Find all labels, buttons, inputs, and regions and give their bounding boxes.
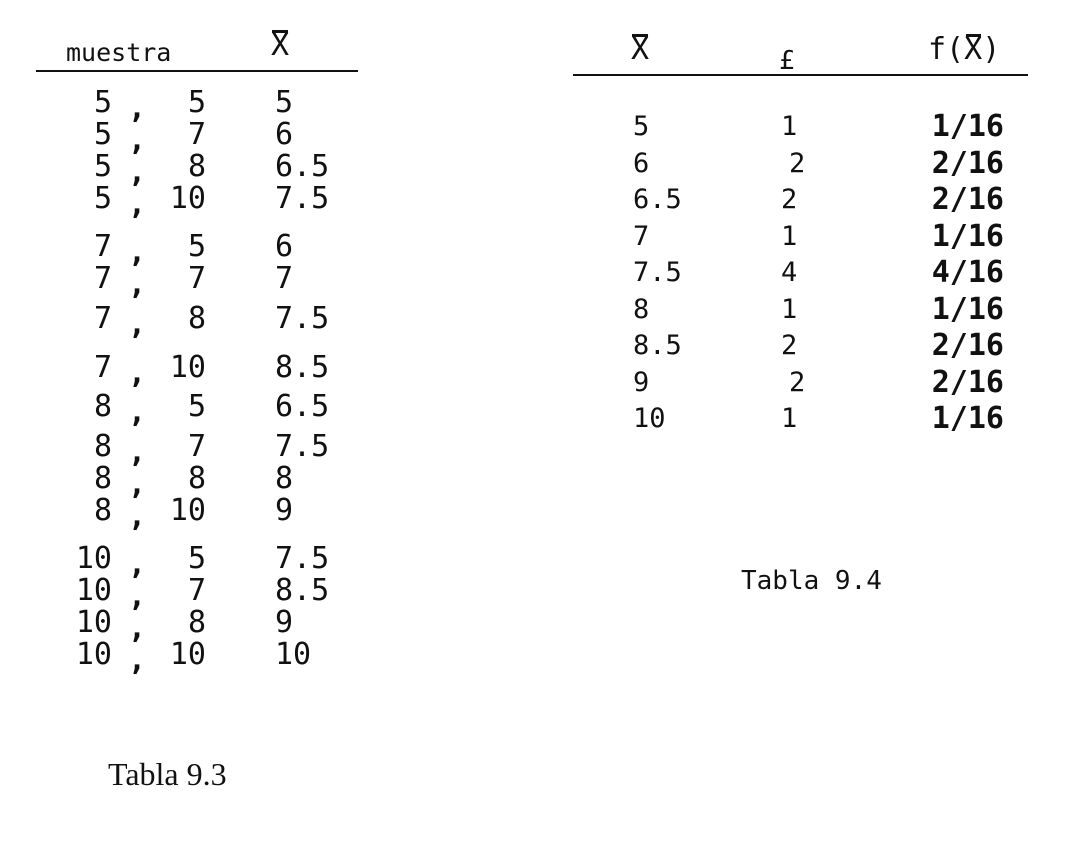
sample-comma: , [128, 123, 147, 158]
sample-comma: , [128, 235, 147, 270]
x-value: 8 [633, 293, 650, 325]
x-value: 6.5 [633, 184, 682, 215]
header-x-bar-right [631, 32, 649, 67]
header-f-of-x [928, 32, 1000, 67]
sample-second-value: 8 [187, 605, 206, 640]
frequency-value: 1 [781, 293, 798, 325]
sample-mean-value: 8.5 [275, 350, 330, 385]
probability-value: 4/16 [931, 255, 1004, 290]
sample-mean-value: 7.5 [275, 301, 330, 336]
sample-second-value: 5 [187, 85, 206, 120]
frequency-value: 2 [789, 147, 806, 179]
sample-first-value: 7 [93, 350, 112, 385]
sample-mean-value: 6 [275, 229, 294, 264]
header-frequency: £ [779, 46, 795, 76]
frequency-value: 2 [789, 366, 806, 398]
sample-first-value: 8 [93, 389, 112, 424]
sample-comma: , [128, 643, 147, 678]
sample-second-value: 7 [187, 261, 206, 296]
x-value: 5 [633, 111, 650, 142]
caption-tabla-9-4: Tabla 9.4 [741, 566, 882, 596]
probability-value: 1/16 [931, 401, 1004, 436]
sample-first-value: 7 [93, 229, 112, 264]
header-fx-close: ) [982, 32, 1001, 67]
sample-second-value: 8 [187, 301, 206, 336]
sample-mean-value: 6.5 [275, 149, 330, 184]
x-value: 8.5 [633, 330, 682, 361]
sample-second-value: 5 [187, 389, 206, 424]
x-value: 10 [633, 403, 666, 434]
sample-first-value: 8 [93, 429, 112, 464]
sample-second-value: 7 [187, 429, 206, 464]
probability-value: 1/16 [931, 291, 1004, 327]
sample-mean-value: 10 [275, 637, 312, 672]
sample-mean-value: 7 [275, 261, 294, 296]
sample-mean-value: 8 [275, 461, 294, 496]
sample-mean-value: 6.5 [275, 389, 330, 424]
sample-mean-value: 7.5 [275, 429, 330, 464]
sample-second-value: 7 [187, 573, 206, 608]
sample-second-value: 7 [187, 117, 206, 152]
sample-second-value: 10 [169, 181, 206, 216]
sample-second-value: 10 [169, 350, 206, 385]
sample-first-value: 10 [75, 637, 112, 672]
sample-mean-value: 7.5 [275, 181, 330, 216]
sample-first-value: 7 [93, 301, 112, 336]
sample-first-value: 5 [93, 149, 112, 184]
sample-mean-value: 9 [275, 605, 294, 640]
sample-mean-value: 6 [275, 117, 294, 152]
sample-first-value: 8 [93, 493, 112, 528]
probability-value: 2/16 [931, 182, 1004, 217]
sample-second-value: 10 [169, 493, 206, 528]
sample-second-value: 5 [187, 229, 206, 264]
sample-mean-value: 9 [275, 493, 294, 528]
sample-comma: , [128, 356, 147, 391]
sample-comma: , [128, 395, 147, 430]
sample-first-value: 5 [93, 181, 112, 216]
sample-comma: , [128, 307, 147, 342]
frequency-value: 2 [781, 330, 798, 361]
frequency-value: 1 [781, 111, 798, 142]
x-value: 7 [633, 220, 650, 252]
sample-comma: , [128, 435, 147, 470]
sample-mean-value: 7.5 [275, 541, 330, 576]
sample-first-value: 10 [75, 605, 112, 640]
frequency-value: 2 [781, 184, 798, 215]
sample-comma: , [128, 467, 147, 502]
sample-comma: , [128, 187, 147, 222]
sample-second-value: 8 [187, 149, 206, 184]
sample-first-value: 7 [93, 261, 112, 296]
x-value: 6 [633, 147, 650, 179]
header-fx-open: f( [928, 32, 965, 67]
sample-comma: , [128, 499, 147, 534]
caption-tabla-9-3: Tabla 9.3 [108, 756, 227, 792]
sample-second-value: 10 [169, 637, 206, 672]
probability-value: 2/16 [931, 328, 1004, 363]
sample-second-value: 5 [187, 541, 206, 576]
sample-comma: , [128, 267, 147, 302]
header-rule-left [36, 70, 358, 72]
frequency-value: 1 [781, 220, 798, 252]
probability-value: 1/16 [931, 109, 1004, 144]
sample-first-value: 10 [75, 573, 112, 608]
header-rule-right [573, 74, 1028, 76]
probability-value: 2/16 [931, 364, 1004, 400]
x-value: 7.5 [633, 257, 682, 288]
sample-comma: , [128, 155, 147, 190]
header-muestra: muestra [66, 38, 172, 67]
sample-comma: , [128, 579, 147, 614]
header-x-bar-right-symbol: X [631, 32, 650, 67]
sample-mean-value: 5 [275, 85, 294, 120]
sample-first-value: 5 [93, 85, 112, 120]
sample-comma: , [128, 91, 147, 126]
header-fx-x-bar: X [964, 32, 983, 67]
sample-comma: , [128, 611, 147, 646]
sample-first-value: 10 [75, 541, 112, 576]
sample-mean-value: 8.5 [275, 573, 330, 608]
sample-first-value: 8 [93, 461, 112, 496]
frequency-value: 4 [781, 257, 798, 288]
probability-value: 1/16 [931, 218, 1004, 254]
x-value: 9 [633, 366, 650, 398]
header-x-bar-symbol: X [271, 28, 290, 63]
sample-first-value: 5 [93, 117, 112, 152]
probability-value: 2/16 [931, 145, 1004, 181]
frequency-value: 1 [781, 403, 798, 434]
header-x-bar [271, 28, 289, 63]
sample-comma: , [128, 547, 147, 582]
sample-second-value: 8 [187, 461, 206, 496]
